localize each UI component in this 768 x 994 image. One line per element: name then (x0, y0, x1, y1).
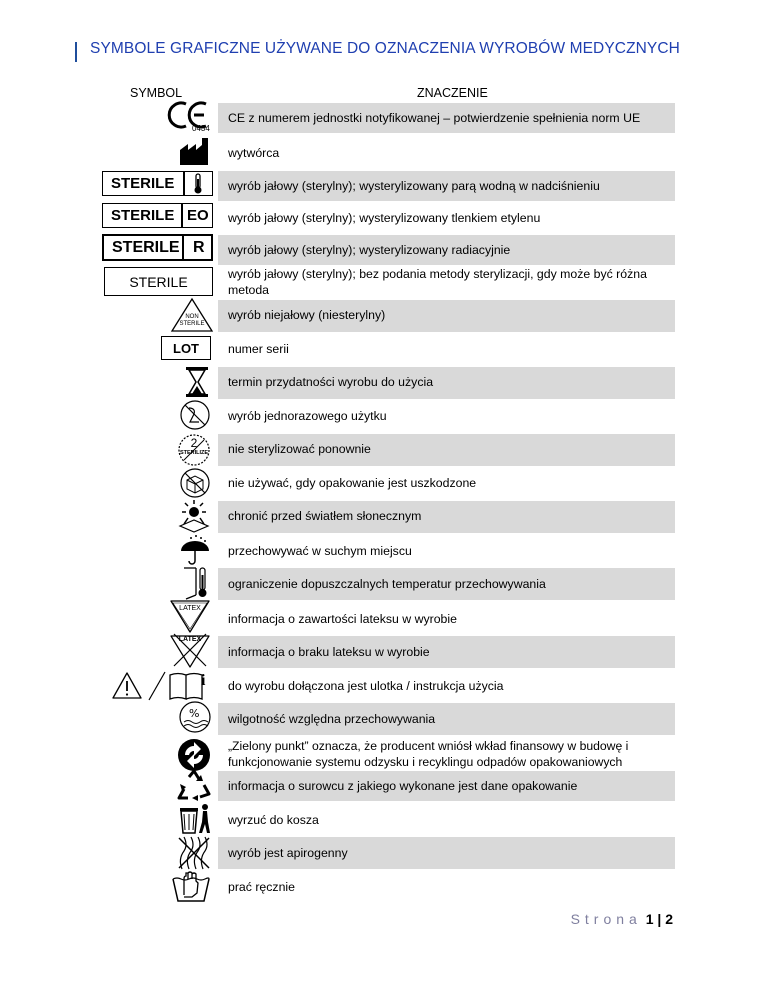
lot-icon (161, 336, 211, 360)
recycling-icon (176, 768, 212, 804)
sterile-label: STERILE (129, 273, 188, 290)
latex-free-label: LATEX (178, 636, 202, 643)
humidity-icon (178, 700, 212, 734)
damaged-package-icon (178, 466, 212, 500)
row-meaning-pyrogen: wyrób jest apirogenny (228, 846, 348, 860)
row-meaning-temperature: ograniczenie dopuszczalnych temperatur przechowywania (228, 577, 546, 591)
footer-page: 1 (645, 911, 654, 927)
row-meaning-humidity: wilgotność względna przechowywania (228, 712, 436, 726)
footer-total: 2 (665, 911, 673, 927)
non-sterile-icon (170, 297, 214, 333)
row-meaning-sunlight: chronić przed światłem słonecznym (228, 509, 422, 523)
keep-dry-icon (178, 533, 212, 567)
trash-bin-icon (178, 802, 214, 836)
latex-free-icon (168, 631, 212, 669)
row-meaning-lot: numer serii (228, 342, 289, 356)
column-header-symbol: SYMBOL (130, 86, 183, 100)
sterile-label: STERILE (111, 207, 175, 224)
row-meaning-latex-free: informacja o braku lateksu w wyrobie (228, 645, 430, 659)
resterilize-word: STERILIZE (179, 450, 209, 456)
row-meaning-trash: wyrzuć do kosza (228, 813, 319, 827)
manufacturer-icon (178, 135, 212, 167)
footer-separator: | (657, 911, 662, 927)
title-accent-bar (75, 42, 77, 62)
row-meaning-latex: informacja o zawartości lateksu w wyrobie (228, 612, 457, 626)
row-meaning-green-dot: „Zielony punkt” oznacza, że producent wniósł wkład finansowy w budowę i funkcjonowanie systemu odzysku i recyklingu odpadów opakowaniowych (228, 739, 629, 769)
latex-icon (168, 598, 212, 634)
row-meaning-manufacturer: wytwórca (228, 146, 280, 160)
row-meaning-damaged-package: nie używać, gdy opakowanie jest uszkodzone (228, 476, 477, 490)
ce-number: 0434 (192, 124, 210, 133)
single-use-icon (178, 398, 212, 432)
sterile-eo-icon (102, 203, 213, 228)
do-not-resterilize-icon (176, 432, 212, 468)
sterile-label: STERILE (111, 175, 175, 192)
lot-label: LOT (173, 340, 199, 356)
non-label: NON (185, 314, 199, 320)
pyrogen-free-icon (176, 835, 212, 871)
eo-label: EO (187, 207, 209, 224)
row-meaning-ce: CE z numerem jednostki notyfikowanej – potwierdzenie spełnienia norm UE (228, 111, 641, 125)
row-meaning-non-sterile: wyrób niejałowy (niesterylny) (228, 308, 386, 322)
row-meaning-resterilize: nie sterylizować ponownie (228, 442, 371, 456)
resterilize-number: 2 (190, 436, 198, 450)
non-sterile-label: STERILE (179, 321, 205, 327)
sterile-label: STERILE (112, 238, 180, 256)
hand-wash-icon (170, 869, 212, 903)
sterile-steam-icon (102, 171, 213, 196)
row-meaning-hourglass: termin przydatności wyrobu do użycia (228, 375, 434, 389)
row-meaning-recycling: informacja o surowcu z jakiego wykonane jest dane opakowanie (228, 779, 578, 793)
column-header-meaning: ZNACZENIE (417, 86, 488, 100)
svg-text:%: % (189, 707, 200, 720)
latex-label: LATEX (179, 605, 201, 612)
row-meaning-keep-dry: przechowywać w suchym miejscu (228, 544, 412, 558)
page-title: SYMBOLE GRAFICZNE UŻYWANE DO OZNACZENIA WYROBÓW MEDYCZNYCH (90, 40, 680, 57)
row-meaning-sterile: wyrób jałowy (sterylny); bez podania metody sterylizacji, gdy może być różna metoda (228, 267, 647, 297)
row-meaning-hand-wash: prać ręcznie (228, 880, 295, 894)
footer-word: Strona (570, 911, 642, 927)
row-meaning-sterile-steam: wyrób jałowy (sterylny); wysterylizowany parą wodną w nadciśnieniu (228, 179, 600, 193)
hourglass-icon (182, 366, 212, 398)
r-label: R (193, 238, 205, 256)
sterile-icon (104, 267, 213, 296)
info-letter: i (201, 672, 206, 689)
page-footer (571, 911, 673, 927)
row-meaning-single-use: wyrób jednorazowego użytku (228, 409, 387, 423)
row-meaning-instructions: do wyrobu dołączona jest ulotka / instrukcja użycia (228, 679, 504, 693)
row-meaning-sterile-r: wyrób jałowy (sterylny); wysterylizowany radiacyjnie (228, 243, 511, 257)
sterile-r-icon (102, 234, 213, 261)
row-meaning-sterile-eo: wyrób jałowy (sterylny); wysterylizowany tlenkiem etylenu (228, 211, 541, 225)
temperature-limit-icon (182, 565, 212, 601)
keep-from-sunlight-icon (176, 498, 212, 534)
instructions-icon (112, 669, 214, 703)
